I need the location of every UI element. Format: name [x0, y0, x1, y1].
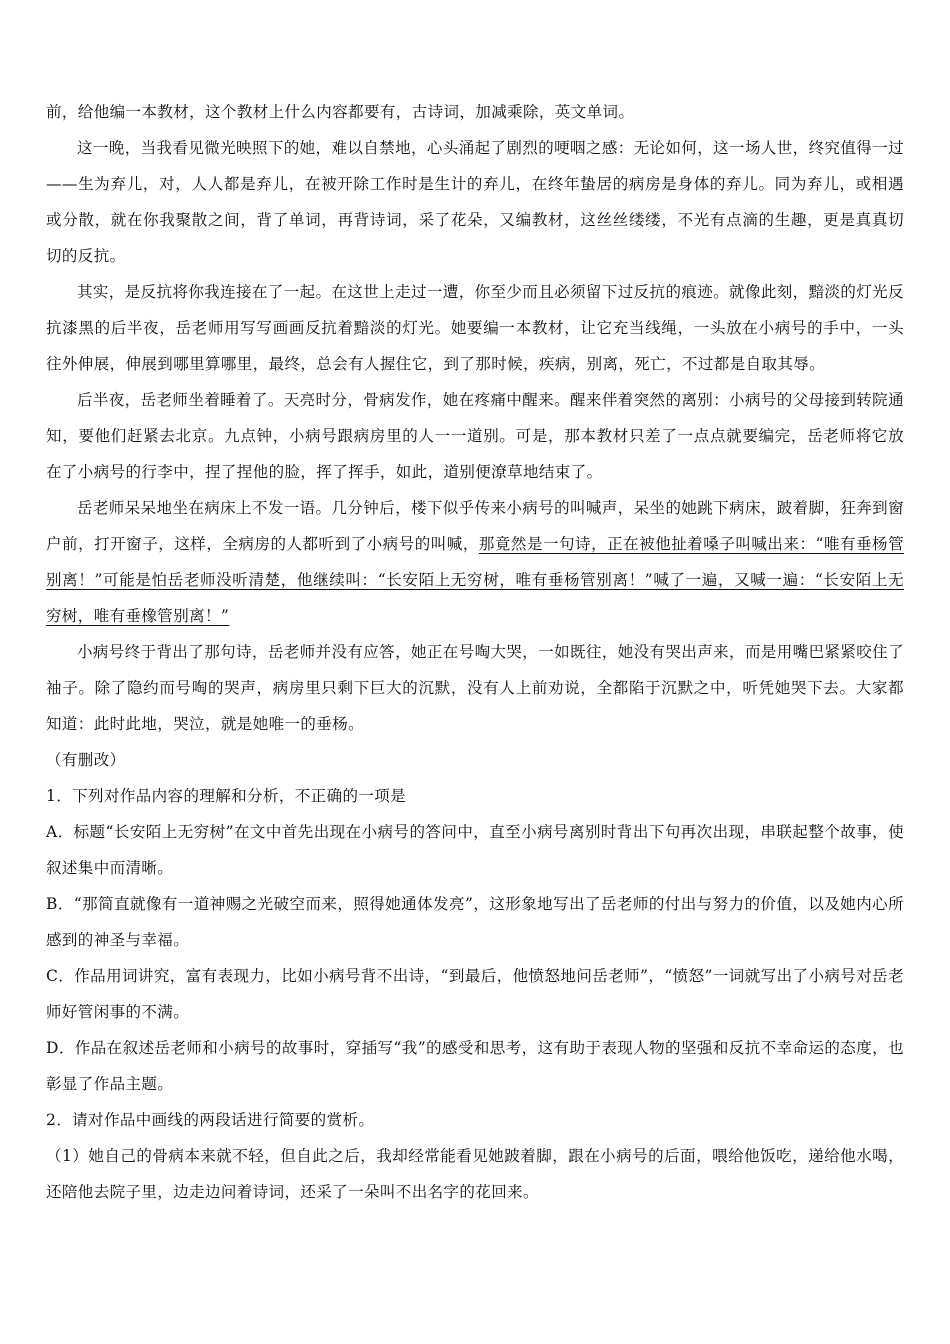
passage-paragraph-0: 前，给他编一本教材，这个教材上什么内容都要有，古诗词，加减乘除，英文单词。 — [46, 103, 635, 121]
question-2-part-1: （1）她自己的骨病本来就不轻，但自此之后，我却经常能看见她跛着脚，跟在小病号的后面，喂给他饭吃，递给他水喝，还陪他去院子里，边走边问着诗词，还采了一朵叫不出名字的花回来。 — [46, 1147, 904, 1201]
document-page — [46, 94, 904, 1210]
passage-paragraph-4 — [46, 490, 904, 634]
passage-paragraph-5: 小病号终于背出了那句诗，岳老师并没有应答，她正在号啕大哭，一如既往，她没有哭出声来，而是用嘴巴紧紧咬住了袖子。除了隐约而号啕的哭声，病房里只剩下巨大的沉默，没有人上前劝说，全都陷于沉默之中，听凭她哭下去。大家都知道：此时此地，哭泣，就是她唯一的垂杨。 — [46, 643, 904, 733]
passage-paragraph-3: 后半夜，岳老师坐着睡着了。天亮时分，骨病发作，她在疼痛中醒来。醒来伴着突然的离别：小病号的父母接到转院通知，要他们赶紧去北京。九点钟，小病号跟病房里的人一一道别。可是，那本教材只差了一点点就要编完，岳老师将它放在了小病号的行李中，捏了捏他的脸，挥了挥手，如此，道别便潦草地结束了。 — [46, 391, 904, 481]
underlined-passage: 那竟然是一句诗，正在被他扯着嗓子叫喊出来：“唯有垂杨管别离！”可能是怕岳老师没听清楚，他继续叫：“长安陌上无穷树，唯有垂杨管别离！”喊了一遍，又喊一遍：“长安陌上无穷树，唯有垂橡管别离！” — [46, 535, 904, 625]
question-1-option-c: C．作品用词讲究，富有表现力，比如小病号背不出诗，“到最后，他愤怒地问岳老师”，“愤怒”一词就写出了小病号对岳老师好管闲事的不满。 — [46, 967, 904, 1021]
question-1-option-d: D．作品在叙述岳老师和小病号的故事时，穿插写“我”的感受和思考，这有助于表现人物的坚强和反抗不幸命运的态度，也彰显了作品主题。 — [46, 1039, 904, 1093]
question-2-stem: 2．请对作品中画线的两段话进行简要的赏析。 — [46, 1111, 375, 1129]
edit-note: （有删改） — [46, 751, 126, 769]
question-1-option-b: B．“那简直就像有一道神赐之光破空而来，照得她通体发亮”，这形象地写出了岳老师的付出与努力的价值，以及她内心所感到的神圣与幸福。 — [46, 895, 904, 949]
passage-paragraph-4-plain: 岳老师呆呆地坐在病床上不发一语。几分钟后，楼下似乎传来小病号的叫喊声，呆坐的她跳下病床，跛着脚，狂奔到窗户前，打开窗子，这样，全病房的人都听到了小病号的叫喊， — [46, 499, 904, 553]
question-1-option-a: A．标题“长安陌上无穷树”在文中首先出现在小病号的答问中，直至小病号离别时背出下句再次出现，串联起整个故事，使叙述集中而清晰。 — [46, 823, 904, 877]
question-1-stem: 1．下列对作品内容的理解和分析，不正确的一项是 — [46, 787, 407, 805]
passage-paragraph-2: 其实，是反抗将你我连接在了一起。在这世上走过一遭，你至少而且必须留下过反抗的痕迹。就像此刻，黯淡的灯光反抗漆黑的后半夜，岳老师用写写画画反抗着黯淡的灯光。她要编一本教材，让它充当线绳，一头放在小病号的手中，一头往外伸展，伸展到哪里算哪里，最终，总会有人握住它，到了那时候，疾病，别离，死亡，不过都是自取其辱。 — [46, 283, 904, 373]
passage-paragraph-1: 这一晚，当我看见微光映照下的她，难以自禁地，心头涌起了剧烈的哽咽之感：无论如何，这一场人世，终究值得一过——生为弃儿，对，人人都是弃儿，在被开除工作时是生计的弃儿，在终年蛰居的病房是身体的弃儿。同为弃儿，或相遇或分散，就在你我聚散之间，背了单词，再背诗词，采了花朵，又编教材，这丝丝缕缕，不光有点滴的生趣，更是真真切切的反抗。 — [46, 139, 904, 265]
